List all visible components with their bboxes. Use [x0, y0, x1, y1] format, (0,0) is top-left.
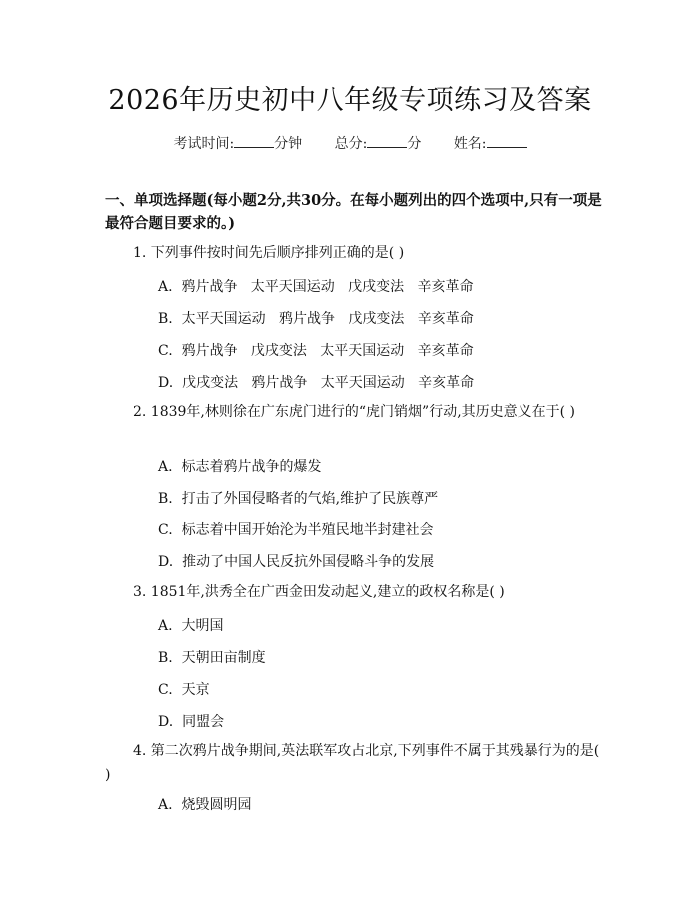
question-option: D. 同盟会 — [158, 714, 225, 730]
name-label: 姓名: — [453, 136, 487, 152]
question-option: C. 天京 — [158, 682, 210, 698]
exam-time-label: 考试时间: — [173, 136, 235, 152]
question-option: B. 太平天国运动 鸦片战争 戊戌变法 辛亥革命 — [158, 311, 474, 327]
question-stem: 1. 下列事件按时间先后顺序排列正确的是( ) — [133, 245, 405, 261]
total-score-unit: 分 — [407, 136, 422, 152]
question-option: C. 标志着中国开始沦为半殖民地半封建社会 — [158, 522, 434, 538]
exam-time-blank — [234, 135, 274, 148]
page-title: 2026年历史初中八年级专项练习及答案 — [108, 85, 592, 116]
question-stem: 3. 1851年,洪秀全在广西金田发动起义,建立的政权名称是( ) — [133, 584, 505, 600]
name-field — [454, 136, 527, 152]
exam-time-unit: 分钟 — [274, 136, 303, 152]
exam-time-field — [173, 136, 306, 152]
total-score-label: 总分: — [334, 136, 368, 152]
section-heading: 一、单项选择题(每小题2分,共30分。在每小题列出的四个选项中,只有一项是最符合题目要求的。) — [105, 192, 602, 232]
exam-info-line — [0, 133, 700, 153]
question-option: A. 大明国 — [158, 618, 224, 634]
question-option: A. 烧毁圆明园 — [158, 797, 252, 813]
question-option: D. 推动了中国人民反抗外国侵略斗争的发展 — [158, 554, 435, 570]
question-stem: 2. 1839年,林则徐在广东虎门进行的“虎门销烟”行动,其历史意义在于( ) — [133, 404, 576, 420]
question-option: B. 打击了外国侵略者的气焰,维护了民族尊严 — [158, 491, 439, 507]
question-option: A. 鸦片战争 太平天国运动 戊戌变法 辛亥革命 — [158, 279, 474, 295]
question-option: A. 标志着鸦片战争的爆发 — [158, 459, 322, 475]
question-option: C. 鸦片战争 戊戌变法 太平天国运动 辛亥革命 — [158, 343, 474, 359]
total-score-blank — [367, 135, 407, 148]
question-option: B. 天朝田亩制度 — [158, 650, 266, 666]
name-blank — [487, 135, 527, 148]
total-score-field — [335, 136, 426, 152]
question-option: D. 戊戌变法 鸦片战争 太平天国运动 辛亥革命 — [158, 375, 475, 391]
question-stem: 4. 第二次鸦片战争期间,英法联军攻占北京,下列事件不属于其残暴行为的是( ) — [105, 743, 600, 783]
